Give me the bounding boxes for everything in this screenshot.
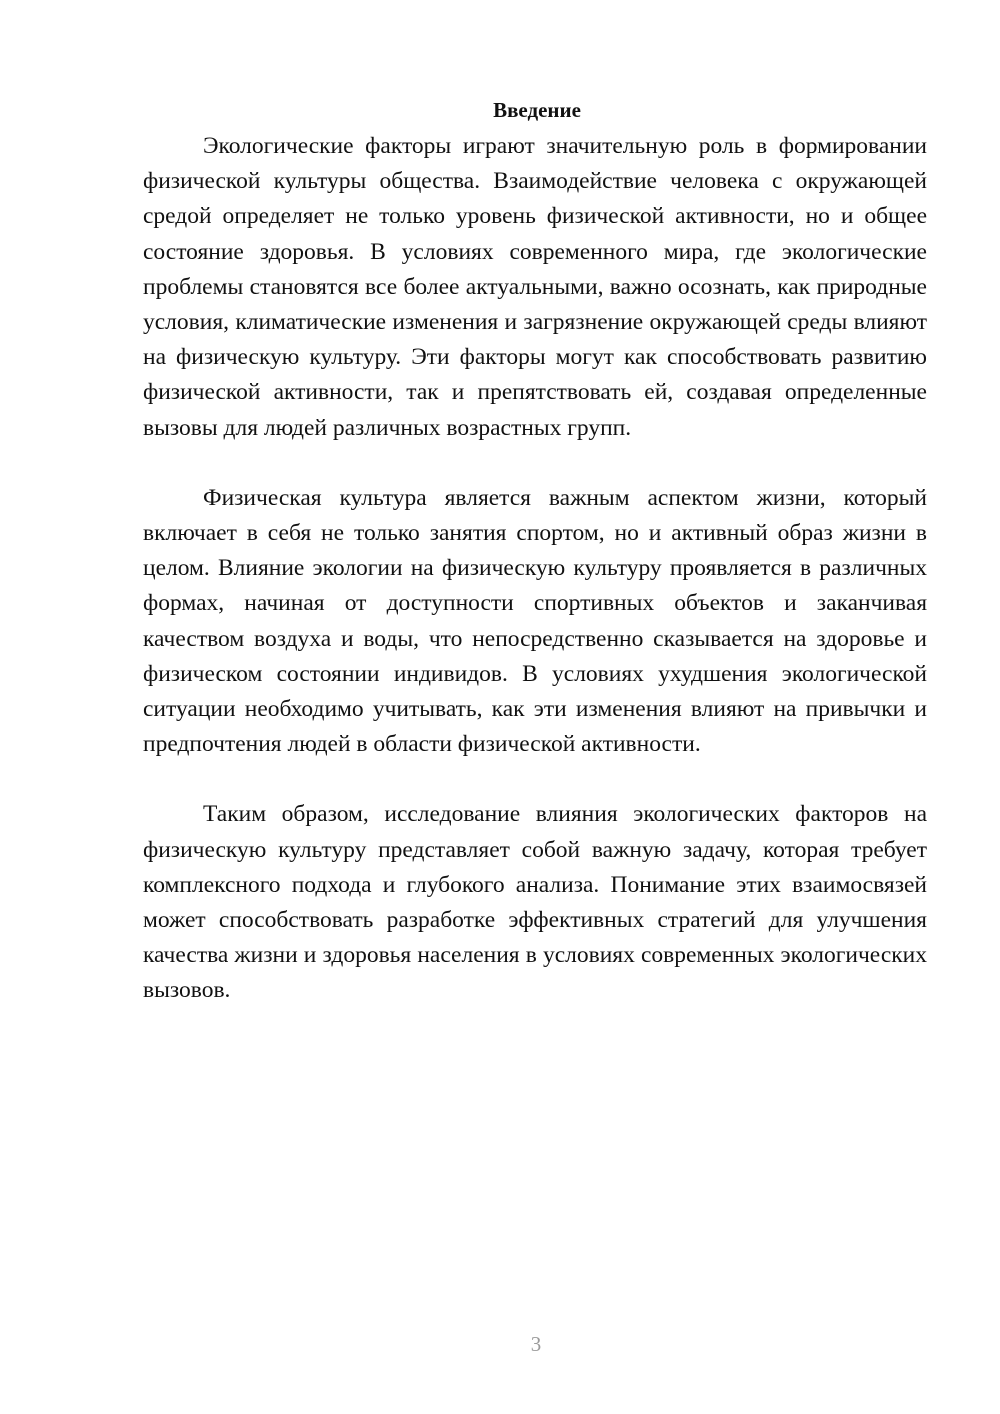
paragraph-3: Таким образом, исследование влияния экологических факторов на физическую культуру представляет собой важную задачу, которая требует комплексного подхода и глубокого анализа. Понимание этих взаимосвязей может способствовать разработке эффективных стратегий для улучшения качества жизни и здоровья населения в условиях современных экологических вызовов. — [143, 801, 927, 1004]
page-number: 3 — [530, 1332, 542, 1356]
paragraph-2: Физическая культура является важным аспектом жизни, который включает в себя не только занятия спортом, но и активный образ жизни в целом. Влияние экологии на физическую культуру проявляется в различных формах, начиная от доступности спортивных объектов и заканчивая качеством воздуха и воды, что непосредственно сказывается на здоровье и физическом состоянии индивидов. В условиях ухудшения экологической ситуации необходимо учитывать, как эти изменения влияют на привычки и предпочтения людей в области физической активности. — [143, 484, 927, 758]
paragraph-1: Экологические факторы играют значительную роль в формировании физической культуры общества. Взаимодействие человека с окружающей средой определяет не только уровень физической активности, но и общее состояние здоровья. В условиях современного мира, где экологические проблемы становятся все более актуальными, важно осознать, как природные условия, климатические изменения и загрязнение окружающей среды влияют на физическую культуру. Эти факторы могут как способствовать развитию физической активности, так и препятствовать ей, создавая определенные вызовы для людей различных возрастных групп. — [143, 133, 927, 441]
page-content — [143, 93, 927, 1009]
section-title: Введение — [493, 98, 581, 122]
